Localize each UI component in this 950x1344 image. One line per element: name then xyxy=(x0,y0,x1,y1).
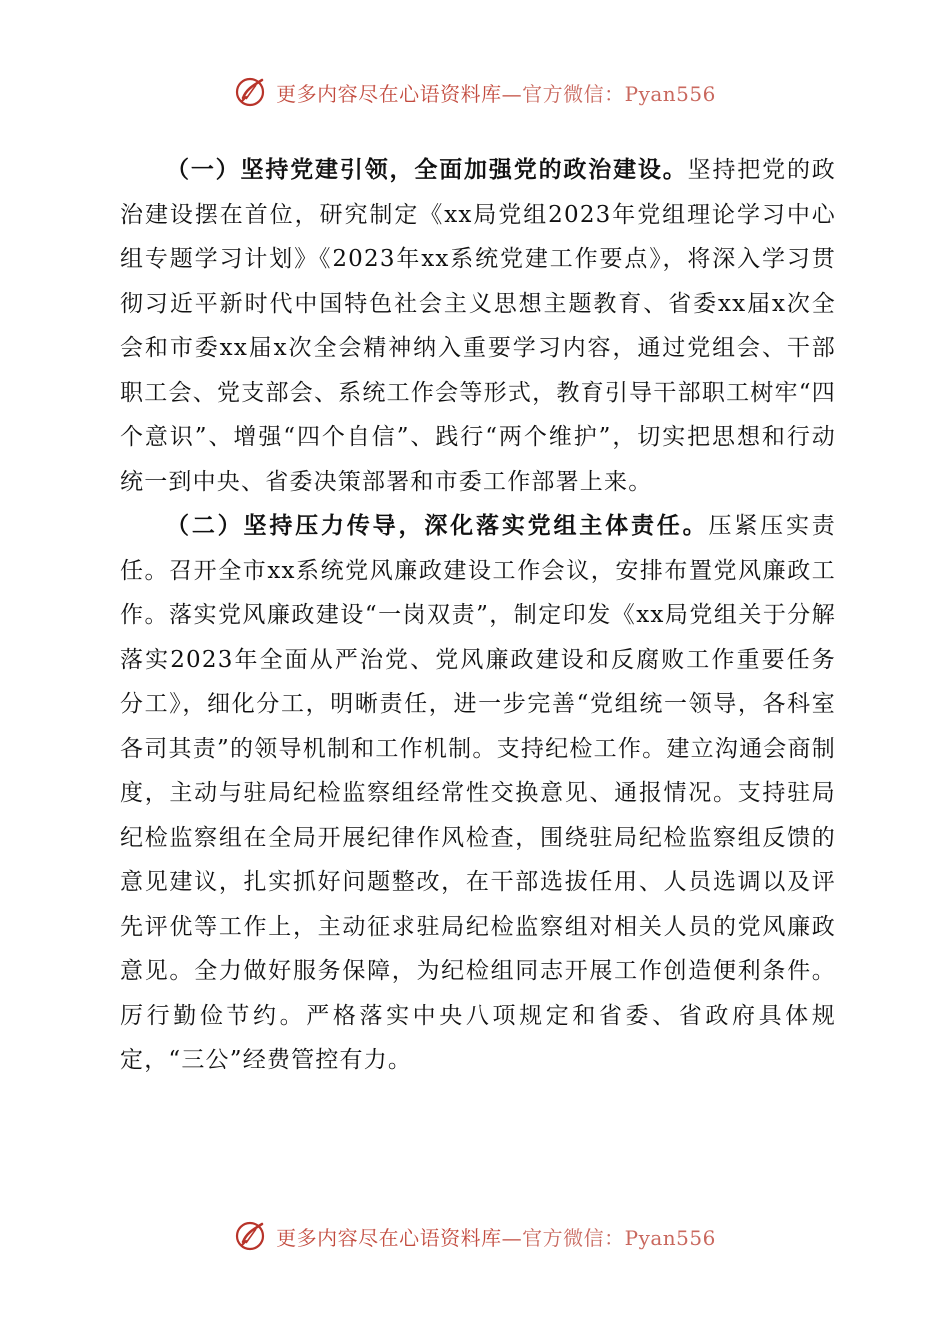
pen-logo-icon xyxy=(234,1218,270,1254)
section-1-body: 坚持把党的政治建设摆在首位，研究制定《xx局党组2023年党组理论学习中心组专题学习计划》《2023年xx系统党建工作要点》，将深入学习贯彻习近平新时代中国特色社会主义思想主题教育、省委xx届x次全会和市委xx届x次全会精神纳入重要学习内容，通过党组会、干部职工会、党支部会、系统工作会等形式，教育引导干部职工树牢“四个意识”、增强“四个自信”、践行“两个维护”，切实把思想和行动统一到中央、省委决策部署和市委工作部署上来。 xyxy=(120,157,837,495)
document-body xyxy=(120,148,836,1083)
section-2-paragraph xyxy=(120,504,836,1083)
watermark-footer xyxy=(0,1216,950,1256)
section-1-heading: （一）坚持党建引领，全面加强党的政治建设。 xyxy=(166,157,688,183)
watermark-text: 更多内容尽在心语资料库—官方微信：Pyan556 xyxy=(276,81,716,106)
watermark-wechat: 官方微信：Pyan556 xyxy=(522,1225,716,1250)
watermark-text: 更多内容尽在心语资料库—官方微信：Pyan556 xyxy=(276,1225,716,1250)
pen-logo-icon xyxy=(234,74,270,110)
section-1-paragraph xyxy=(120,148,836,504)
section-2-body: 压紧压实责任。召开全市xx系统党风廉政建设工作会议，安排布置党风廉政工作。落实党风廉政建设“一岗双责”，制定印发《xx局党组关于分解落实2023年全面从严治党、党风廉政建设和反腐败工作重要任务分工》，细化分工，明晰责任，进一步完善“党组统一领导，各科室各司其责”的领导机制和工作机制。支持纪检工作。建立沟通会商制度，主动与驻局纪检监察组经常性交换意见、通报情况。支持驻局纪检监察组在全局开展纪律作风检查，围绕驻局纪检监察组反馈的意见建议，扎实抓好问题整改，在干部选拔任用、人员选调以及评先评优等工作上，主动征求驻局纪检监察组对相关人员的党风廉政意见。全力做好服务保障，为纪检组同志开展工作创造便利条件。厉行勤俭节约。严格落实中央八项规定和省委、省政府具体规定，“三公”经费管控有力。 xyxy=(120,513,837,1073)
watermark-header xyxy=(0,72,950,112)
section-2-heading: （二）坚持压力传导，深化落实党组主体责任。 xyxy=(166,513,709,539)
watermark-wechat: 官方微信：Pyan556 xyxy=(522,81,716,106)
